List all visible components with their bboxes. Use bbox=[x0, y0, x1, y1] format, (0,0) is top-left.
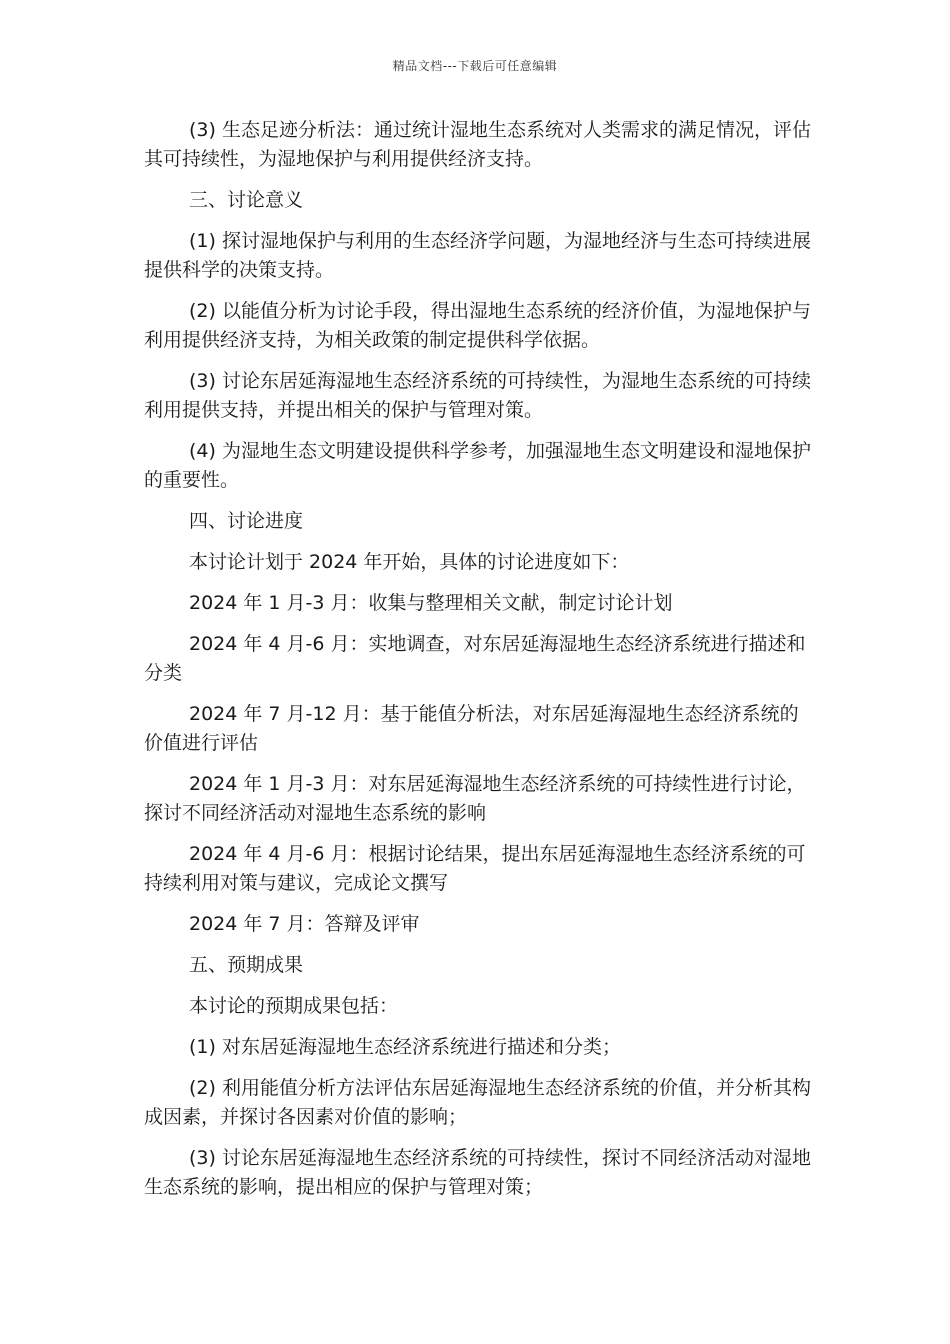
schedule-item-1: 2024 年 1 月-3 月：收集与整理相关文献，制定讨论计划 bbox=[189, 592, 673, 614]
schedule-item-4: 2024 年 1 月-3 月：对东居延海湿地生态经济系统的可持续性进行讨论，探讨不同经济活动对湿地生态系统的影响 bbox=[144, 773, 806, 824]
section-heading-progress: 四、讨论进度 bbox=[189, 510, 304, 532]
schedule-item-6: 2024 年 7 月：答辩及评审 bbox=[189, 913, 420, 935]
paragraph-significance-1: (1) 探讨湿地保护与利用的生态经济学问题，为湿地经济与生态可持续进展提供科学的决策支持。 bbox=[144, 230, 811, 281]
schedule-item-2: 2024 年 4 月-6 月：实地调查，对东居延海湿地生态经济系统进行描述和分类 bbox=[144, 633, 806, 684]
paragraph-outcome-2: (2) 利用能值分析方法评估东居延海湿地生态经济系统的价值，并分析其构成因素，并探讨各因素对价值的影响； bbox=[144, 1077, 811, 1128]
paragraph-significance-2: (2) 以能值分析为讨论手段，得出湿地生态系统的经济价值，为湿地保护与利用提供经济支持，为相关政策的制定提供科学依据。 bbox=[144, 300, 811, 351]
paragraph-outcome-1: (1) 对东居延海湿地生态经济系统进行描述和分类； bbox=[189, 1036, 621, 1058]
page-header: 精品文档---下载后可任意编辑 bbox=[392, 59, 558, 73]
schedule-item-3: 2024 年 7 月-12 月：基于能值分析法，对东居延海湿地生态经济系统的价值进行评估 bbox=[144, 703, 799, 754]
section-heading-outcomes: 五、预期成果 bbox=[189, 954, 304, 976]
paragraph-method-3: (3) 生态足迹分析法：通过统计湿地生态系统对人类需求的满足情况，评估其可持续性，为湿地保护与利用提供经济支持。 bbox=[144, 119, 811, 170]
paragraph-significance-4: (4) 为湿地生态文明建设提供科学参考，加强湿地生态文明建设和湿地保护的重要性。 bbox=[144, 440, 811, 491]
document-body bbox=[144, 116, 816, 1214]
schedule-item-5: 2024 年 4 月-6 月：根据讨论结果，提出东居延海湿地生态经济系统的可持续利用对策与建议，完成论文撰写 bbox=[144, 843, 806, 894]
paragraph-progress-intro: 本讨论计划于 2024 年开始，具体的讨论进度如下： bbox=[189, 551, 630, 573]
section-heading-significance: 三、讨论意义 bbox=[189, 189, 304, 211]
paragraph-significance-3: (3) 讨论东居延海湿地生态经济系统的可持续性，为湿地生态系统的可持续利用提供支持，并提出相关的保护与管理对策。 bbox=[144, 370, 811, 421]
paragraph-outcome-3: (3) 讨论东居延海湿地生态经济系统的可持续性，探讨不同经济活动对湿地生态系统的影响，提出相应的保护与管理对策； bbox=[144, 1147, 811, 1198]
paragraph-outcomes-intro: 本讨论的预期成果包括： bbox=[189, 995, 399, 1017]
